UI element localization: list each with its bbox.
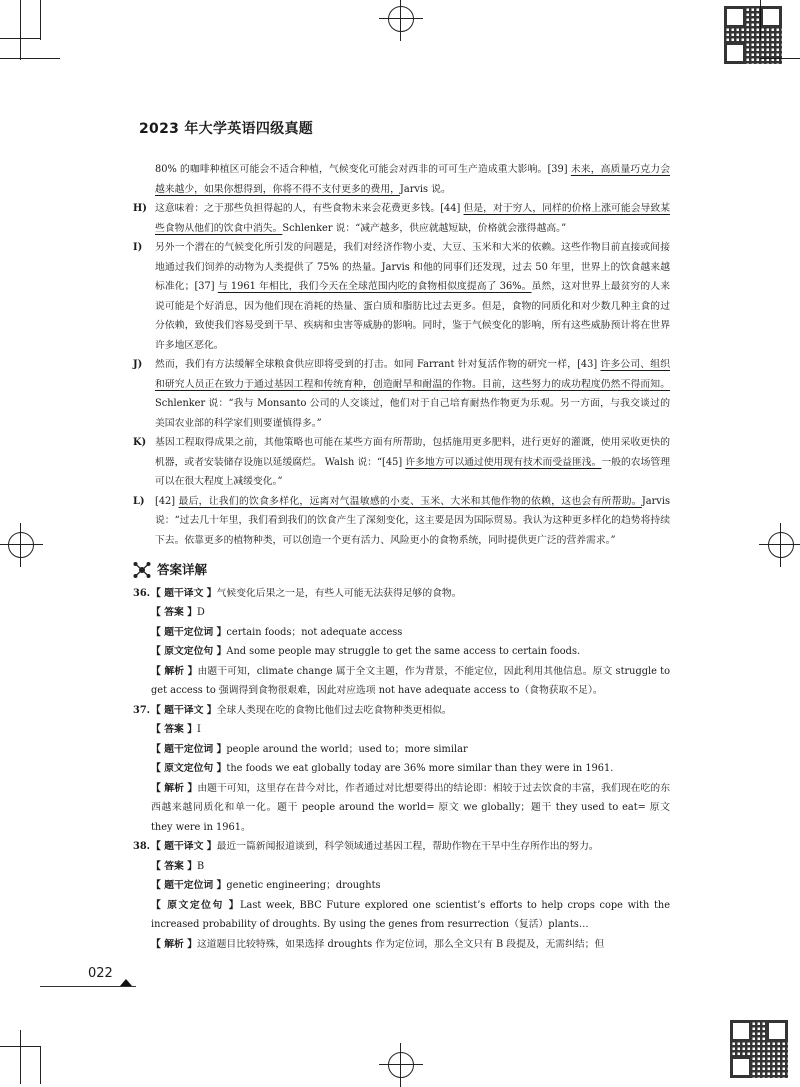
crop-mark xyxy=(0,58,60,59)
text-segment: 另外一个潜在的气候变化所引发的问题是，我们对经济作物小麦、大豆、玉米和大米的依赖。这些作物目前直接或间接地通过我们饲养的动物为人类提供了 75% 的热量。Jarvis 和他的同事们还发现，过去 50 年里，世界上的饮食越来越标准化；[37] xyxy=(155,242,670,292)
answer-item xyxy=(151,642,670,662)
passage-paragraph xyxy=(133,355,670,433)
text-segment: Jarvis 说。 xyxy=(399,183,451,195)
paragraph-text xyxy=(155,433,670,492)
text-segment: Schlenker 说：“我与 Monsanto 公司的人交谈过，他们对于自己培育耐热作物更为乐观。另一方面，与我交谈过的美国农业部的科学家们则要谨慎得多。” xyxy=(155,398,670,429)
passage-paragraph xyxy=(133,492,670,551)
paragraph-text xyxy=(155,199,670,238)
answer-tag: 【 答案 】 xyxy=(151,724,198,735)
paragraph-label: H) xyxy=(133,203,147,214)
answer-text: genetic engineering；droughts xyxy=(226,880,381,891)
answer-text: 由题干可知，climate change 属于全文主题，作为背景，不能定位，因此利用其他信息。原文 struggle to get access to 强调得到食物很艰难，因此对应选项 not have adequate access to（食物获取不足）。 xyxy=(151,665,671,696)
answer-item xyxy=(151,935,670,955)
answer-tag: 【 原文定位句 】 xyxy=(151,646,227,657)
answer-text: Last week, BBC Future explored one scientist’s efforts to help crops cope with the increased probability of droughts. By using the genes from resurrection（复活）plants… xyxy=(151,899,670,930)
answer-block xyxy=(133,837,670,954)
answer-item xyxy=(151,720,670,740)
underlined-text: 最后，让我们的饮食多样化，远离对气温敏感的小麦、玉米、大米和其他作物的依赖，这也会有所帮助。 xyxy=(178,495,642,507)
underlined-text: 许多公司、组织和研究人员正在致力于通过基因工程和传统育种，创造耐旱和耐温的作物。目前，这些努力的成功程度仍然不得而知。 xyxy=(155,359,671,390)
answer-item xyxy=(151,662,670,701)
answer-tag: 【 答案 】 xyxy=(151,607,198,618)
crop-mark xyxy=(20,1030,21,1084)
answer-item xyxy=(151,603,670,623)
registration-mark xyxy=(768,532,794,558)
paragraph-text xyxy=(155,492,670,551)
registration-mark xyxy=(8,532,34,558)
question-number: 36. xyxy=(133,587,151,599)
text-segment: 一般的农场管理可以在很大程度上减缓变化。” xyxy=(155,456,671,487)
page-header-title: 2023 年大学英语四级真题 xyxy=(139,121,314,137)
answer-item xyxy=(151,779,670,838)
answer-text: D xyxy=(197,607,205,618)
question-number: 38. xyxy=(133,841,151,852)
triangle-icon xyxy=(120,979,132,986)
answer-text: the foods we eat globally today are 36% more similar than they were in 1961. xyxy=(226,763,614,774)
underlined-text: 但是，对于穷人，同样的价格上涨可能会导致某些食物从他们的饮食中消失。 xyxy=(155,203,671,234)
answer-tag: 【 原文定位句 】 xyxy=(151,763,227,774)
answer-text: 全球人类现在吃的食物比他们过去吃食物种类更相似。 xyxy=(216,704,452,716)
paragraph-label: K) xyxy=(133,437,147,448)
answer-tag: 【 题干译文 】 xyxy=(151,704,217,716)
text-segment: Jarvis 说：“过去几十年里，我们看到我们的饮食产生了深刻变化，这主要是因为国际贸易。我认为这种更多样化的趋势将持续下去。依靠更多的植物种类，可以创造一个更有活力、风险更小的食物系统，同时提供更广泛的营养需求。” xyxy=(155,495,671,546)
page-number: 022 xyxy=(88,966,113,981)
text-segment: [42] xyxy=(155,495,179,507)
answer-text: 气候变化后果之一是，有些人可能无法获得足够的食物。 xyxy=(216,587,462,599)
crop-mark xyxy=(40,0,41,40)
answer-item xyxy=(151,623,670,643)
answer-tag: 【 题干定位词 】 xyxy=(151,626,227,638)
answer-text: I xyxy=(197,724,201,735)
answer-tag: 【 题干定位词 】 xyxy=(151,880,227,891)
answer-item xyxy=(151,740,670,760)
answer-text: 这道题目比较特殊，如果选择 droughts 作为定位词，那么全文只有 B 段提及，无需纠结；但 xyxy=(197,938,605,950)
answer-section-heading xyxy=(133,560,670,580)
passage-paragraph xyxy=(133,238,670,355)
answer-tag: 【 解析 】 xyxy=(151,782,198,794)
question-number: 37. xyxy=(133,704,151,716)
answer-text: 由题干可知，这里存在昔今对比，作者通过对比想要得出的结论即：相较于过去饮食的丰富，我们现在吃的东西越来越同质化和单一化。题干 people around the world= 原文 we globally；题干 they used to eat= 原文 they were in 1961。 xyxy=(151,782,671,833)
answer-item xyxy=(151,896,670,935)
answer-tag: 【 答案 】 xyxy=(151,860,198,872)
qr-code-icon xyxy=(724,6,782,64)
molecule-icon xyxy=(133,561,151,579)
passage-paragraph xyxy=(133,433,670,492)
answer-item xyxy=(151,759,670,779)
paragraph-label: J) xyxy=(133,359,143,370)
text-segment: 然而，我们有方法缓解全球粮食供应即将受到的打击。如同 Farrant 针对复活作物的研究一样，[43] xyxy=(155,359,601,370)
answer-item xyxy=(133,701,670,721)
crop-mark xyxy=(20,0,21,60)
section-title: 答案详解 xyxy=(157,562,208,577)
answer-tag: 【 原文定位句 】 xyxy=(151,899,241,911)
answer-block xyxy=(133,701,670,838)
answer-item xyxy=(151,857,670,877)
main-content xyxy=(133,160,670,954)
passage-paragraphs xyxy=(133,160,670,550)
text-segment: 基因工程取得成果之前，其他策略也可能在某些方面有所帮助，包括施用更多肥料，进行更好的灌溉，使用采收更快的机器，或者安装储存设施以延缓腐烂。 Walsh 说：“[45] xyxy=(155,437,670,468)
answer-item xyxy=(133,584,670,604)
answer-text: And some people may struggle to get the same access to certain foods. xyxy=(226,646,581,657)
answer-text: people around the world；used to；more similar xyxy=(226,743,468,755)
qr-code-icon xyxy=(730,1020,788,1078)
answer-tag: 【 题干译文 】 xyxy=(151,841,217,852)
answer-item xyxy=(151,876,670,896)
registration-mark xyxy=(388,6,414,32)
text-segment: 这意味着：之于那些负担得起的人，有些食物未来会花费更多钱。[44] xyxy=(155,203,464,214)
footer-rule xyxy=(40,986,136,987)
answer-tag: 【 题干译文 】 xyxy=(151,587,217,599)
text-segment: 80% 的咖啡种植区可能会不适合种植，气候变化可能会对西非的可可生产造成重大影响。[39] xyxy=(155,164,571,175)
paragraph-text xyxy=(155,355,670,433)
answer-text: certain foods；not adequate access xyxy=(226,626,403,638)
answer-tag: 【 解析 】 xyxy=(151,938,198,950)
registration-mark xyxy=(388,1052,414,1078)
answer-block xyxy=(133,584,670,701)
underlined-text: 未来，高质量巧克力会越来越少，如果你想得到，你将不得不支付更多的费用， xyxy=(155,164,671,195)
answer-explanations xyxy=(133,584,670,955)
paragraph-label: I) xyxy=(133,242,143,253)
answer-text: B xyxy=(197,860,205,872)
answer-tag: 【 解析 】 xyxy=(151,665,198,677)
underlined-text: 许多地方可以通过使用现有技术而受益匪浅。 xyxy=(405,456,602,468)
paragraph-text xyxy=(155,238,670,355)
answer-tag: 【 题干定位词 】 xyxy=(151,743,227,755)
passage-paragraph xyxy=(133,160,670,199)
paragraph-label xyxy=(133,160,155,199)
answer-item xyxy=(133,837,670,857)
answer-text: 最近一篇新闻报道谈到，科学领域通过基因工程，帮助作物在干旱中生存所作出的努力。 xyxy=(216,841,599,852)
paragraph-label: L) xyxy=(133,495,145,507)
crop-mark xyxy=(40,1046,41,1084)
text-segment: Schlenker 说：“减产越多，供应就越短缺，价格就会涨得越高。” xyxy=(282,222,567,234)
text-segment: 虽然，这对世界上最贫穷的人来说可能是个好消息，因为他们现在消耗的热量、蛋白质和脂肪比过去更多。但是，食物的同质化和对少数几种主食的过分依赖，致使我们容易受到干旱、疾病和虫害等威胁的影响。同时，鉴于气候变化的影响，所有这些威胁预计将在世界许多地区恶化。 xyxy=(155,281,670,351)
paragraph-text xyxy=(155,160,670,199)
underlined-text: 与 1961 年相比，我们今天在全球范围内吃的食物相似度提高了 36%。 xyxy=(217,281,532,292)
passage-paragraph xyxy=(133,199,670,238)
